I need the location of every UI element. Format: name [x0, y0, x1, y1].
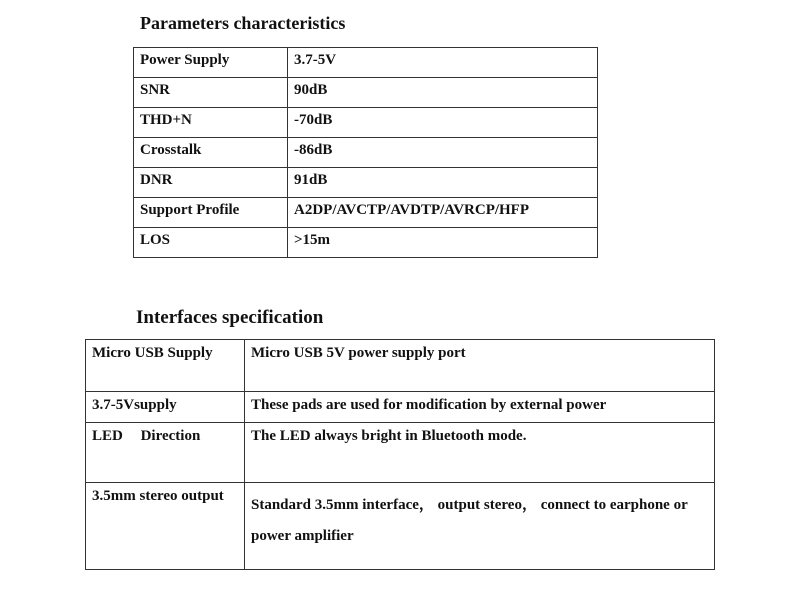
param-value-cell: -86dB: [288, 138, 598, 168]
table-row: [134, 138, 598, 168]
interface-name-cell: 3.7-5Vsupply: [86, 392, 245, 423]
interface-name-cell: LED Direction: [86, 423, 245, 483]
table-row: [86, 392, 715, 423]
interfaces-title: Interfaces specification: [136, 307, 324, 328]
param-name-cell: Support Profile: [134, 198, 288, 228]
table-row: [86, 483, 715, 570]
interface-name-cell: 3.5mm stereo output: [86, 483, 245, 570]
param-value-cell: A2DP/AVCTP/AVDTP/AVRCP/HFP: [288, 198, 598, 228]
param-name-cell: SNR: [134, 78, 288, 108]
parameters-table: [133, 47, 598, 258]
param-name-cell: LOS: [134, 228, 288, 258]
interface-desc-cell: These pads are used for modification by external power: [245, 392, 715, 423]
table-row: [134, 198, 598, 228]
param-value-cell: 91dB: [288, 168, 598, 198]
interfaces-table: [85, 339, 715, 570]
interface-desc-cell: Micro USB 5V power supply port: [245, 340, 715, 392]
param-name-cell: DNR: [134, 168, 288, 198]
param-name-cell: Power Supply: [134, 48, 288, 78]
param-value-cell: >15m: [288, 228, 598, 258]
table-row: [134, 48, 598, 78]
parameters-title: Parameters characteristics: [140, 13, 346, 33]
table-row: [86, 340, 715, 392]
table-row: [86, 423, 715, 483]
param-value-cell: -70dB: [288, 108, 598, 138]
param-name-cell: Crosstalk: [134, 138, 288, 168]
param-value-cell: 90dB: [288, 78, 598, 108]
table-row: [134, 228, 598, 258]
param-name-cell: THD+N: [134, 108, 288, 138]
interface-name-cell: Micro USB Supply: [86, 340, 245, 392]
table-row: [134, 78, 598, 108]
table-row: [134, 108, 598, 138]
table-row: [134, 168, 598, 198]
interface-desc-cell: The LED always bright in Bluetooth mode.: [245, 423, 715, 483]
param-value-cell: 3.7-5V: [288, 48, 598, 78]
interface-desc-cell: Standard 3.5mm interface， output stereo， connect to earphone or power amplifier: [245, 483, 715, 570]
